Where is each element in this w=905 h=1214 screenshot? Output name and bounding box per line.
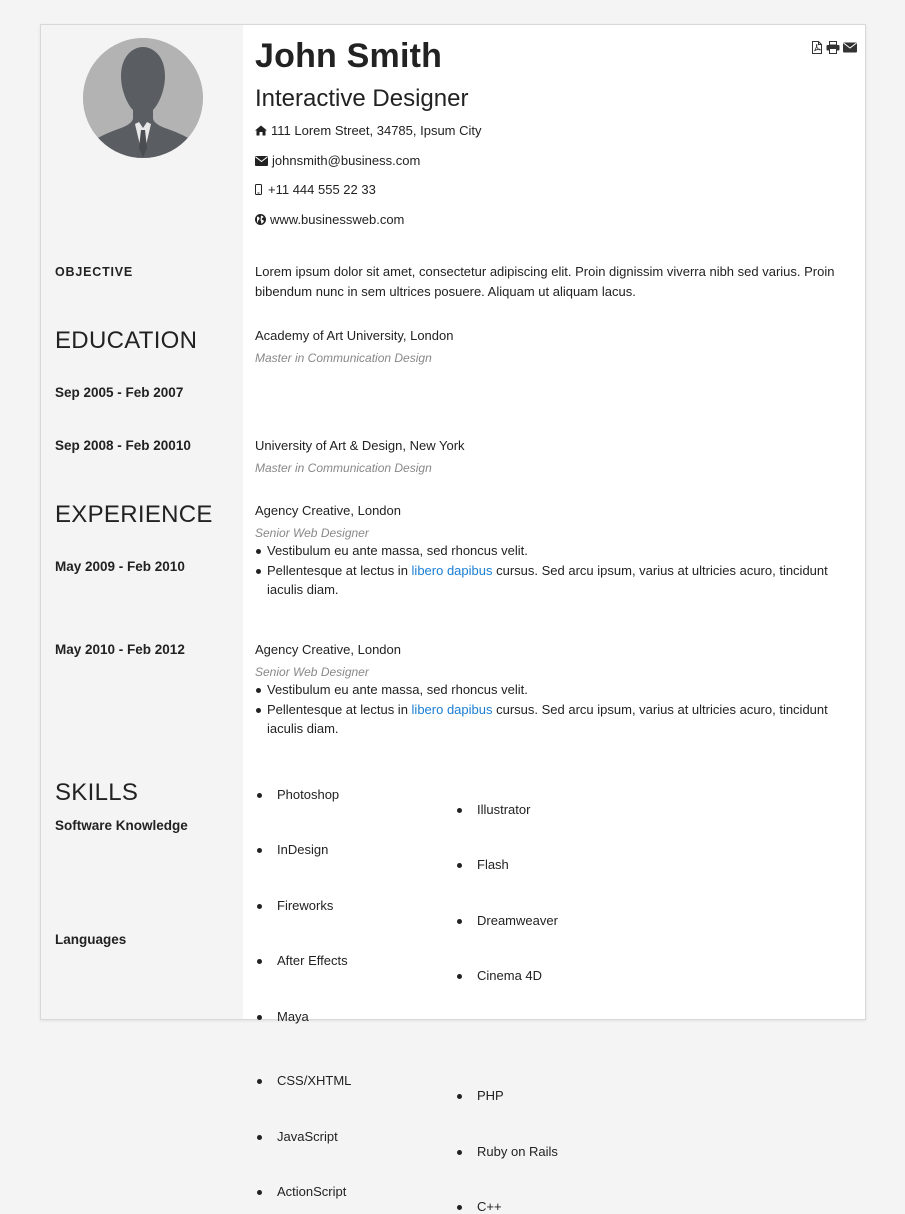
education-dates: Sep 2008 - Feb 20010 <box>55 438 191 453</box>
print-icon[interactable] <box>826 41 840 57</box>
skill-item: Cinema 4D <box>455 968 905 983</box>
pdf-icon[interactable] <box>811 41 823 57</box>
language-item: C++ <box>455 1199 905 1214</box>
languages-label: Languages <box>55 932 127 947</box>
list-item: Pellentesque at lectus in libero dapibus cursus. Sed arcu ipsum, varius at ultricies acuro, tincidunt iaculis diam. <box>255 561 835 600</box>
skill-item: Flash <box>455 857 905 872</box>
phone-text: +11 444 555 22 33 <box>268 182 376 197</box>
education-heading: EDUCATION <box>55 327 198 354</box>
email-line <box>255 153 420 168</box>
skill-item: Dreamweaver <box>455 913 905 928</box>
skill-item: InDesign <box>255 842 905 857</box>
resume-sheet <box>40 24 866 1214</box>
envelope-icon <box>255 156 268 166</box>
person-silhouette-icon <box>83 38 203 158</box>
skill-item: Maya <box>255 1009 905 1024</box>
list-item: Vestibulum eu ante massa, sed rhoncus velit. <box>255 541 835 561</box>
libero-dapibus-link[interactable]: libero dapibus <box>411 701 493 717</box>
address-line <box>255 123 482 138</box>
skill-item: Illustrator <box>455 802 905 817</box>
toolbar <box>811 41 857 57</box>
website-text[interactable]: www.businessweb.com <box>270 212 405 227</box>
website-line <box>255 212 404 227</box>
list-item: Pellentesque at lectus in libero dapibus cursus. Sed arcu ipsum, varius at ultricies acuro, tincidunt iaculis diam. <box>255 700 835 739</box>
address-text: 111 Lorem Street, 34785, Ipsum City <box>271 123 482 138</box>
education-dates: Sep 2005 - Feb 2007 <box>55 385 184 400</box>
job-title: Interactive Designer <box>255 85 469 112</box>
skills-heading: SKILLS <box>55 779 139 806</box>
language-item: ActionScript <box>255 1184 905 1199</box>
language-item: PHP <box>455 1088 905 1103</box>
experience-role: Senior Web Designer <box>255 526 369 540</box>
experience-company: Agency Creative, London <box>255 503 401 518</box>
envelope-icon[interactable] <box>843 41 857 57</box>
language-item: Ruby on Rails <box>455 1144 905 1159</box>
skill-item: Photoshop <box>255 787 905 802</box>
experience-heading: EXPERIENCE <box>55 501 213 528</box>
mobile-phone-icon <box>255 184 262 195</box>
experience-bullets <box>255 680 835 739</box>
experience-dates: May 2009 - Feb 2010 <box>55 559 185 574</box>
experience-company: Agency Creative, London <box>255 642 401 657</box>
person-name: John Smith <box>255 37 443 75</box>
experience-dates: May 2010 - Feb 2012 <box>55 642 185 657</box>
list-item: Vestibulum eu ante massa, sed rhoncus velit. <box>255 680 835 700</box>
globe-icon <box>255 214 266 225</box>
experience-role: Senior Web Designer <box>255 665 369 679</box>
education-degree: Master in Communication Design <box>255 461 432 475</box>
home-icon <box>255 125 267 136</box>
education-institution: University of Art & Design, New York <box>255 438 465 453</box>
skill-item: After Effects <box>255 953 905 968</box>
email-text[interactable]: johnsmith@business.com <box>272 153 421 168</box>
libero-dapibus-link[interactable]: libero dapibus <box>411 562 493 578</box>
skill-item: Fireworks <box>255 898 905 913</box>
education-degree: Master in Communication Design <box>255 351 432 365</box>
experience-bullets <box>255 541 835 600</box>
language-item: JavaScript <box>255 1129 905 1144</box>
objective-text: Lorem ipsum dolor sit amet, consectetur adipiscing elit. Proin dignissim viverra nibh sed varius. Proin bibendum nunc in sem ultrices posuere. Aliquam ut aliquam lacus. <box>255 264 835 299</box>
language-item: CSS/XHTML <box>255 1073 905 1088</box>
avatar <box>83 38 203 158</box>
education-institution: Academy of Art University, London <box>255 328 454 343</box>
phone-line <box>255 182 376 197</box>
software-knowledge-label: Software Knowledge <box>55 818 188 833</box>
objective-label: OBJECTIVE <box>55 265 134 279</box>
